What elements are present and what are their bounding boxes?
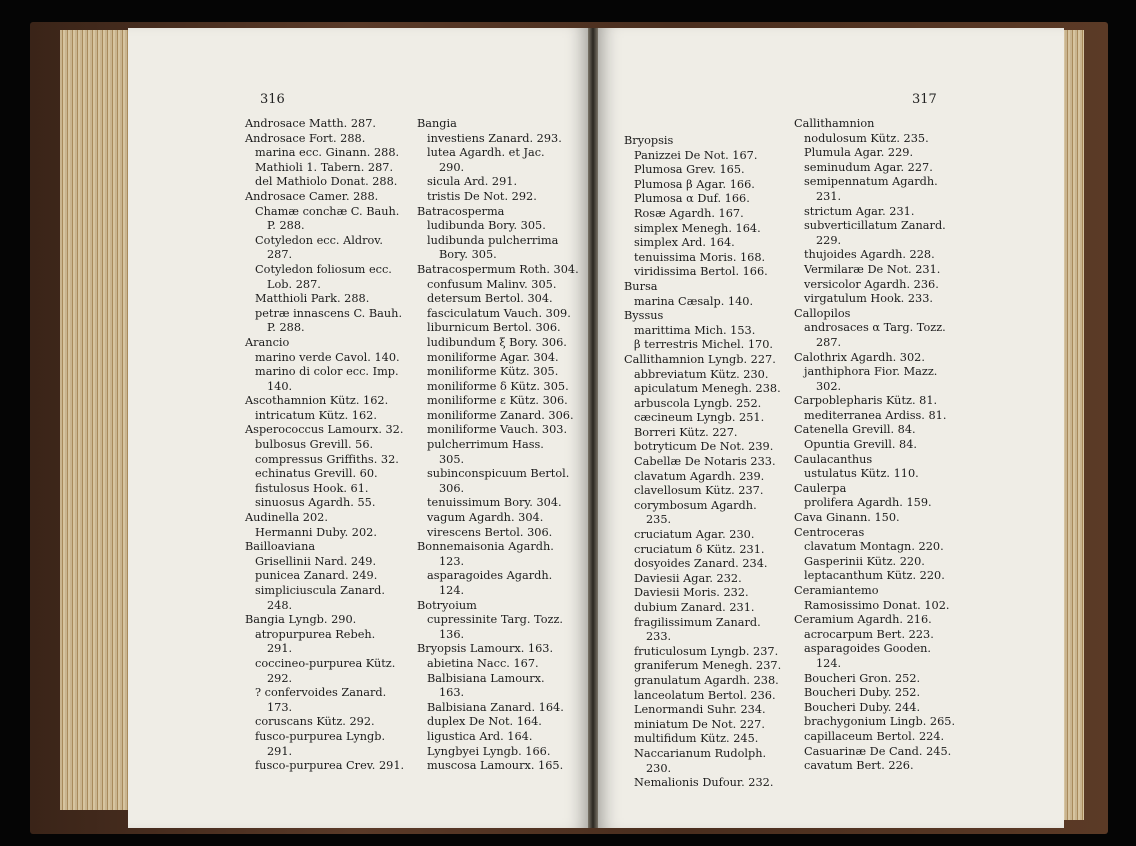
index-entry: versicolor Agardh. 236.: [804, 277, 939, 291]
index-entry: graniferum Menegh. 237.: [634, 659, 782, 673]
index-entry: 123.: [439, 554, 465, 568]
index-entry: 235.: [646, 513, 672, 527]
index-entry: petræ innascens C. Bauh.: [255, 306, 403, 320]
index-entry: lutea Agardh. et Jac.: [427, 146, 545, 160]
index-entry: Rosæ Agardh. 167.: [634, 206, 744, 220]
index-entry: echinatus Grevill. 60.: [255, 467, 378, 481]
index-entry: corymbosum Agardh.: [634, 498, 757, 512]
index-entry: cruciatum Agar. 230.: [634, 528, 755, 542]
index-entry: Bryopsis: [624, 134, 674, 147]
index-entry: Lob. 287.: [267, 277, 321, 291]
index-entry: moniliforme Zanard. 306.: [427, 408, 574, 422]
index-entry: ludibunda pulcherrima: [427, 233, 559, 247]
index-entry: leptacanthum Kütz. 220.: [804, 569, 945, 583]
index-entry: lanceolatum Bertol. 236.: [634, 688, 776, 702]
index-entry: ? confervoides Zanard.: [255, 686, 387, 700]
index-entry: simpliciuscula Zanard.: [255, 584, 385, 597]
index-entry: 248.: [267, 598, 293, 612]
index-entry: sinuosus Agardh. 55.: [255, 496, 376, 510]
index-entry: ligustica Ard. 164.: [427, 729, 533, 743]
index-entry: atropurpurea Rebeh.: [255, 627, 376, 641]
index-entry: compressus Griffiths. 32.: [255, 452, 399, 466]
index-entry: miniatum De Not. 227.: [634, 717, 765, 731]
index-entry: moniliforme Agar. 304.: [427, 350, 559, 364]
index-entry: moniliforme δ Kütz. 305.: [427, 379, 569, 393]
index-entry: moniliforme Vauch. 303.: [427, 423, 568, 437]
index-entry: 231.: [816, 189, 842, 203]
index-entry: Matthioli Park. 288.: [255, 292, 370, 306]
index-entry: 302.: [816, 379, 842, 393]
index-column-2: [417, 117, 582, 774]
index-entry: Bonnemaisonia Agardh.: [417, 540, 554, 554]
index-entry: abietina Nacc. 167.: [427, 656, 539, 670]
index-entry: 306.: [439, 481, 465, 495]
index-entry: 140.: [267, 379, 293, 393]
index-entry: Centroceras: [794, 525, 865, 539]
index-entry: Bailloaviana: [245, 540, 316, 554]
index-entry: marittima Mich. 153.: [634, 323, 756, 337]
index-entry: Ramosissimo Donat. 102.: [804, 598, 950, 612]
index-entry: cavatum Bert. 226.: [804, 759, 914, 773]
index-entry: Ascothamnion Kütz. 162.: [245, 394, 389, 408]
index-entry: Gasperinii Kütz. 220.: [804, 554, 925, 568]
index-entry: Daviesii Moris. 232.: [634, 586, 749, 600]
index-entry: ludibunda Bory. 305.: [427, 219, 546, 233]
index-entry: subverticillatum Zanard.: [804, 219, 946, 233]
index-entry: Grisellinii Nard. 249.: [255, 554, 377, 568]
index-entry: coccineo-purpurea Kütz.: [255, 656, 396, 670]
index-entry: 291.: [267, 744, 293, 758]
index-entry: marino verde Cavol. 140.: [255, 350, 400, 364]
index-entry: Arancio: [245, 335, 290, 349]
index-entry: muscosa Lamourx. 165.: [427, 759, 564, 773]
page-number-left: 316: [260, 92, 285, 107]
index-entry: Audinella 202.: [245, 511, 328, 525]
index-entry: Plumosa β Agar. 166.: [634, 177, 755, 191]
index-entry: Borreri Kütz. 227.: [634, 425, 738, 439]
index-entry: clavellosum Kütz. 237.: [634, 484, 764, 498]
index-entry: Balbisiana Lamourx.: [427, 671, 545, 685]
index-entry: clavatum Agardh. 239.: [634, 469, 765, 483]
index-entry: Caulerpa: [794, 481, 847, 495]
index-entry: Chamæ conchæ C. Bauh.: [255, 204, 400, 218]
index-entry: 292.: [267, 671, 293, 685]
index-entry: 287.: [816, 335, 842, 349]
page-number-right: 317: [912, 92, 937, 107]
index-entry: liburnicum Bertol. 306.: [427, 321, 561, 335]
index-entry: subinconspicuum Bertol.: [427, 467, 570, 481]
index-entry: fistulosus Hook. 61.: [255, 481, 369, 495]
index-entry: botryticum De Not. 239.: [634, 440, 774, 454]
index-entry: coruscans Kütz. 292.: [255, 715, 375, 729]
index-entry: tenuissima Moris. 168.: [634, 250, 766, 264]
index-entry: 163.: [439, 686, 465, 700]
index-entry: del Mathiolo Donat. 288.: [255, 175, 398, 189]
index-entry: Lenormandi Suhr. 234.: [634, 703, 766, 717]
index-entry: Batracosperma: [417, 204, 505, 218]
index-entry: Boucheri Duby. 244.: [804, 700, 921, 714]
index-entry: clavatum Montagn. 220.: [804, 540, 944, 554]
index-entry: Androsace Fort. 288.: [245, 131, 366, 145]
index-entry: multifidum Kütz. 245.: [634, 732, 759, 746]
index-entry: cupressinite Targ. Tozz.: [427, 613, 563, 627]
index-entry: abbreviatum Kütz. 230.: [634, 367, 769, 381]
index-entry: mediterranea Ardiss. 81.: [804, 408, 947, 422]
index-entry: Callopilos: [794, 306, 851, 320]
index-entry: moniliforme Kütz. 305.: [427, 365, 559, 379]
index-entry: simplex Menegh. 164.: [634, 221, 761, 235]
index-entry: asparagoides Gooden.: [804, 642, 931, 656]
index-entry: cruciatum δ Kütz. 231.: [634, 542, 765, 556]
index-entry: P. 288.: [267, 219, 305, 233]
index-entry: Cava Ginann. 150.: [794, 511, 900, 525]
index-entry: confusum Malinv. 305.: [427, 277, 557, 291]
index-entry: fusco-purpurea Lyngb.: [255, 729, 386, 743]
index-entry: 229.: [816, 233, 842, 247]
index-entry: Casuarinæ De Cand. 245.: [804, 744, 952, 758]
index-entry: 173.: [267, 700, 293, 714]
index-entry: androsaces α Targ. Tozz.: [804, 321, 946, 335]
index-entry: investiens Zanard. 293.: [427, 131, 562, 145]
index-entry: Cabellæ De Notaris 233.: [634, 455, 776, 469]
index-entry: Vermilaræ De Not. 231.: [804, 262, 941, 276]
index-entry: cæcineum Lyngb. 251.: [634, 411, 765, 425]
index-entry: Mathioli 1. Tabern. 287.: [255, 160, 394, 174]
index-entry: 291.: [267, 642, 293, 656]
index-entry: moniliforme ε Kütz. 306.: [427, 394, 568, 408]
index-entry: P. 288.: [267, 321, 305, 335]
index-entry: Bangia Lyngb. 290.: [245, 613, 357, 627]
index-entry: punicea Zanard. 249.: [255, 569, 378, 583]
index-entry: Lyngbyei Lyngb. 166.: [427, 744, 551, 758]
index-entry: pulcherrimum Hass.: [427, 438, 544, 452]
index-entry: Callithamnion: [794, 117, 875, 130]
index-entry: ustulatus Kütz. 110.: [804, 467, 919, 481]
index-entry: Plumula Agar. 229.: [804, 146, 914, 160]
index-entry: intricatum Kütz. 162.: [255, 408, 377, 422]
index-entry: apiculatum Menegh. 238.: [634, 382, 781, 396]
index-entry: semipennatum Agardh.: [804, 175, 938, 189]
index-entry: janthiphora Fior. Mazz.: [804, 365, 938, 379]
index-entry: sicula Ard. 291.: [427, 175, 518, 189]
index-entry: Caulacanthus: [794, 452, 873, 466]
index-entry: Opuntia Grevill. 84.: [804, 438, 918, 452]
index-entry: Byssus: [624, 309, 664, 323]
index-entry: strictum Agar. 231.: [804, 204, 915, 218]
index-entry: acrocarpum Bert. 223.: [804, 627, 934, 641]
index-entry: Balbisiana Zanard. 164.: [427, 700, 564, 714]
index-entry: Batracospermum Roth. 304.: [417, 262, 579, 276]
index-entry: tristis De Not. 292.: [427, 189, 537, 203]
index-entry: 136.: [439, 627, 465, 641]
index-entry: Bryopsis Lamourx. 163.: [417, 642, 554, 656]
index-entry: Daviesii Agar. 232.: [634, 571, 742, 585]
index-entry: virgatulum Hook. 233.: [804, 292, 934, 306]
index-entry: Androsace Camer. 288.: [245, 189, 379, 203]
index-entry: arbuscola Lyngb. 252.: [634, 396, 762, 410]
index-entry: Carpoblepharis Kütz. 81.: [794, 394, 938, 408]
index-entry: Ceramiantemo: [794, 584, 879, 597]
index-entry: ludibundum ξ Bory. 306.: [427, 335, 567, 349]
index-entry: 124.: [439, 584, 465, 597]
index-entry: granulatum Agardh. 238.: [634, 673, 779, 687]
index-entry: bulbosus Grevill. 56.: [255, 438, 374, 452]
index-column-3: [624, 134, 794, 791]
page-edges-left: [60, 30, 132, 810]
index-entry: capillaceum Bertol. 224.: [804, 729, 945, 743]
index-column-4: [794, 117, 966, 774]
index-entry: Panizzei De Not. 167.: [634, 148, 758, 162]
index-entry: simplex Ard. 164.: [634, 236, 735, 250]
index-column-1: [245, 117, 415, 774]
index-entry: virescens Bertol. 306.: [427, 525, 553, 539]
index-entry: Catenella Grevill. 84.: [794, 423, 916, 437]
index-entry: Callithamnion Lyngb. 227.: [624, 352, 776, 366]
index-entry: nodulosum Kütz. 235.: [804, 131, 929, 145]
index-entry: dosyoides Zanard. 234.: [634, 557, 768, 571]
index-entry: 287.: [267, 248, 293, 262]
index-entry: brachygonium Lingb. 265.: [804, 715, 956, 729]
index-entry: fragilissimum Zanard.: [634, 615, 761, 629]
index-entry: marina ecc. Ginann. 288.: [255, 146, 400, 160]
index-entry: 124.: [816, 656, 842, 670]
index-entry: Cotyledon ecc. Aldrov.: [255, 233, 383, 247]
index-entry: Asperococcus Lamourx. 32.: [245, 423, 404, 437]
index-entry: Hermanni Duby. 202.: [255, 525, 377, 539]
index-entry: fasciculatum Vauch. 309.: [427, 306, 571, 320]
index-entry: duplex De Not. 164.: [427, 715, 542, 729]
index-entry: Bursa: [624, 279, 658, 293]
index-entry: seminudum Agar. 227.: [804, 160, 933, 174]
index-entry: detersum Bertol. 304.: [427, 292, 553, 306]
index-entry: Boucheri Gron. 252.: [804, 671, 921, 685]
index-entry: 230.: [646, 761, 672, 775]
index-entry: prolifera Agardh. 159.: [804, 496, 932, 510]
index-entry: Bangia: [417, 117, 457, 130]
index-entry: Cotyledon foliosum ecc.: [255, 262, 392, 276]
index-entry: Boucheri Duby. 252.: [804, 686, 921, 700]
index-entry: Bory. 305.: [439, 248, 497, 262]
index-entry: Botryoium: [417, 598, 477, 612]
index-entry: β terrestris Michel. 170.: [634, 338, 773, 352]
index-entry: 290.: [439, 160, 465, 174]
index-entry: tenuissimum Bory. 304.: [427, 496, 562, 510]
index-entry: Calothrix Agardh. 302.: [794, 350, 925, 364]
index-entry: 305.: [439, 452, 465, 466]
index-entry: Naccarianum Rudolph.: [634, 746, 767, 760]
index-entry: thujoides Agardh. 228.: [804, 248, 935, 262]
index-entry: 233.: [646, 630, 672, 644]
index-entry: marina Cæsalp. 140.: [634, 294, 754, 308]
index-entry: fusco-purpurea Crev. 291.: [255, 759, 405, 773]
index-entry: Androsace Matth. 287.: [245, 117, 376, 130]
index-entry: viridissima Bertol. 166.: [634, 265, 768, 279]
index-entry: fruticulosum Lyngb. 237.: [634, 644, 779, 658]
index-entry: dubium Zanard. 231.: [634, 601, 755, 614]
index-entry: Nemalionis Dufour. 232.: [634, 776, 774, 790]
index-entry: asparagoides Agardh.: [427, 569, 553, 583]
book-gutter: [588, 28, 598, 828]
index-entry: marino di color ecc. Imp.: [255, 365, 399, 379]
index-entry: vagum Agardh. 304.: [427, 511, 544, 525]
index-entry: Plumosa Grev. 165.: [634, 163, 745, 177]
index-entry: Ceramium Agardh. 216.: [794, 613, 932, 627]
index-entry: Plumosa α Duf. 166.: [634, 192, 750, 206]
